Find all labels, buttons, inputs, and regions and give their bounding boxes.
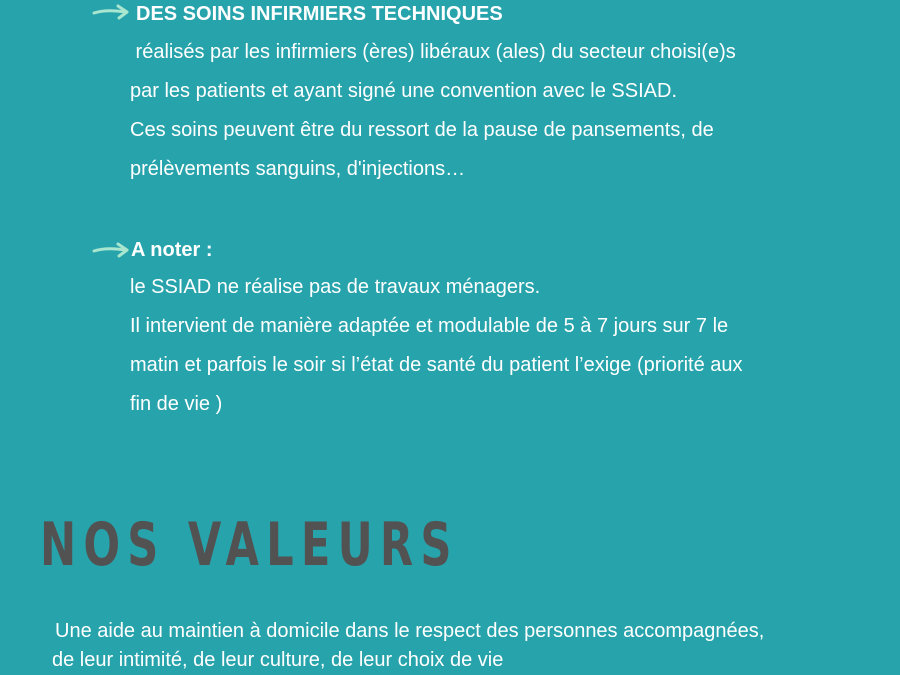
arrow-right-icon (92, 4, 132, 20)
noter-line: fin de vie ) (130, 393, 223, 415)
soins-heading: DES SOINS INFIRMIERS TECHNIQUES (136, 3, 503, 25)
valeurs-line: Une aide au maintien à domicile dans le respect des personnes accompagnées, (55, 620, 765, 642)
soins-line: Ces soins peuvent être du ressort de la pause de pansements, de (130, 119, 714, 141)
soins-line: par les patients et ayant signé une convention avec le SSIAD. (130, 80, 678, 102)
soins-line: réalisés par les infirmiers (ères) libéraux (ales) du secteur choisi(e)s (130, 41, 736, 63)
arrow-right-icon (92, 242, 132, 258)
noter-line: Il intervient de manière adaptée et modulable de 5 à 7 jours sur 7 le (130, 315, 729, 337)
soins-paragraph (130, 33, 870, 189)
noter-line: le SSIAD ne réalise pas de travaux ménagers. (130, 276, 541, 298)
noter-paragraph (130, 268, 870, 424)
noter-line: matin et parfois le soir si l’état de santé du patient l’exige (priorité aux (130, 354, 743, 376)
valeurs-line: de leur intimité, de leur culture, de leur choix de vie (52, 649, 504, 671)
soins-line: prélèvements sanguins, d'injections… (130, 158, 466, 180)
noter-heading: A noter : (131, 239, 213, 261)
valeurs-title: NOS VALEURS (40, 510, 459, 580)
valeurs-paragraph (52, 617, 764, 675)
